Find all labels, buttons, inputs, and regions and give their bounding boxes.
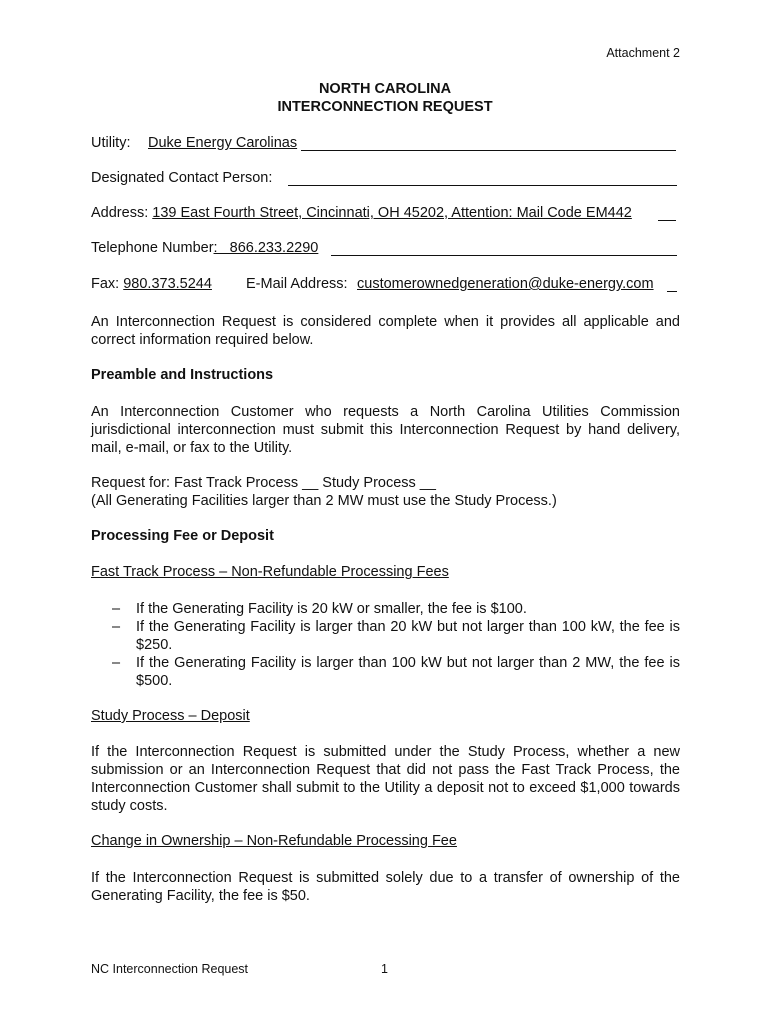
fee-item-text: If the Generating Facility is 20 kW or smaller, the fee is $100. [136,601,527,617]
ownership-paragraph: If the Interconnection Request is submitted solely due to a transfer of ownership of the Generating Facility, the fee is $50. [91,870,680,904]
study-process-paragraph: If the Interconnection Request is submitted under the Study Process, whether a new submission or an Interconnection Request that did not pass the Fast Track Process, the Interconnection Customer shall submit to the Utility a deposit not to exceed $1,000 towards study costs. [91,744,680,814]
utility-value: Duke Energy Carolinas [148,135,298,151]
preamble-paragraph: An Interconnection Customer who requests a North Carolina Utilities Commission jurisdictional interconnection must submit this Interconnection Request by hand delivery, mail, e-mail, or fax to the Utility. [91,404,680,456]
footer-page-number: 1 [381,962,388,976]
phone-label: Telephone Number [91,240,214,256]
fee-item-text: If the Generating Facility is larger than 100 kW but not larger than 2 MW, the fee is $500. [136,655,680,689]
title-document: INTERCONNECTION REQUEST [277,99,493,115]
request-for-line: Request for: Fast Track Process __ Study Process __ [91,475,436,491]
contact-label: Designated Contact Person: [91,170,273,186]
utility-fill-line [301,135,676,151]
footer-document-name: NC Interconnection Request [91,962,249,976]
dash-marker: – [112,655,121,671]
fax-email-row [91,276,681,294]
email-label: E-Mail Address: [246,276,348,292]
utility-row [91,135,681,153]
intro-paragraph: An Interconnection Request is considered complete when it provides all applicable and correct information required below. [91,314,680,348]
attachment-label: Attachment 2 [606,46,680,60]
fax-label: Fax: [91,276,120,292]
list-item [112,618,680,654]
list-item [112,600,680,618]
address-label: Address: [91,205,149,221]
address-row [91,205,681,223]
contact-fill-line [288,170,677,186]
email-value: customerownedgeneration@duke-energy.com [357,276,654,292]
contact-row [91,170,681,188]
fax-value: 980.373.5244 [123,276,212,292]
address-fill-line [658,205,676,221]
fast-track-heading: Fast Track Process – Non-Refundable Processing Fees [91,564,449,580]
phone-row [91,240,681,258]
phone-value: : 866.233.2290 [213,240,319,256]
dash-marker: – [112,619,121,635]
phone-fill-line [331,240,677,256]
email-fill-line [667,276,677,292]
fee-item-text: If the Generating Facility is larger than 20 kW but not larger than 100 kW, the fee is $250. [136,619,680,653]
dash-marker: – [112,601,121,617]
study-process-note: (All Generating Facilities larger than 2 MW must use the Study Process.) [91,493,557,509]
address-value: 139 East Fourth Street, Cincinnati, OH 45202, Attention: Mail Code EM442 [152,205,632,221]
preamble-heading: Preamble and Instructions [91,367,274,383]
list-item [112,654,680,690]
processing-fee-heading: Processing Fee or Deposit [91,528,274,544]
ownership-heading: Change in Ownership – Non-Refundable Processing Fee [91,833,457,849]
title-state: NORTH CAROLINA [318,81,452,97]
study-process-heading: Study Process – Deposit [91,708,250,724]
utility-label: Utility: [91,135,131,151]
fee-list [112,600,680,690]
